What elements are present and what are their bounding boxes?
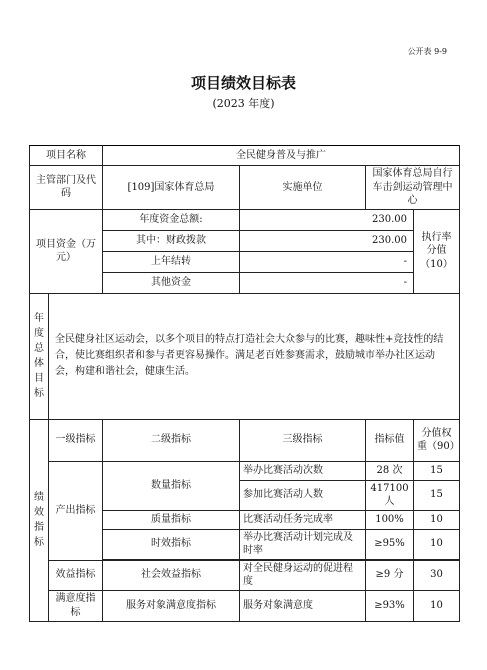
sat-weight: 10 bbox=[414, 590, 460, 621]
year-subtitle: (2023 年度) bbox=[212, 97, 275, 110]
table-row bbox=[30, 590, 460, 621]
header-value: 指标值 bbox=[366, 419, 414, 461]
benefit-label: 效益指标 bbox=[49, 560, 103, 590]
output-label: 产出指标 bbox=[49, 461, 103, 560]
quantity-label: 数量指标 bbox=[103, 461, 240, 510]
project-name-row bbox=[30, 146, 460, 166]
page-title: 项目绩效目标表 bbox=[190, 74, 296, 92]
exec-rate-label: 执行率分值（10） bbox=[414, 209, 460, 293]
q1-value: 28 次 bbox=[366, 461, 414, 480]
social-label: 社会效益指标 bbox=[103, 560, 240, 590]
header-weight: 分值权重（90） bbox=[414, 419, 460, 461]
funds-label: 项目资金（万元） bbox=[30, 209, 103, 293]
dept-value: [109]国家体育总局 bbox=[103, 166, 240, 210]
header-l3: 三级指标 bbox=[240, 419, 366, 461]
header-l2: 二级指标 bbox=[103, 419, 240, 461]
q2-name: 参加比赛活动人数 bbox=[240, 480, 366, 510]
goal-row bbox=[30, 293, 460, 419]
project-name-value: 全民健身普及与推广 bbox=[103, 146, 460, 166]
s-name: 对全民健身运动的促进程度 bbox=[240, 560, 366, 590]
table-row bbox=[30, 560, 460, 590]
quality-label: 质量指标 bbox=[103, 510, 240, 529]
sat-name: 服务对象满意度 bbox=[240, 590, 366, 621]
q1-name: 举办比赛活动次数 bbox=[240, 461, 366, 480]
funds-total-row bbox=[30, 209, 460, 230]
impl-label: 实施单位 bbox=[240, 166, 366, 210]
q2-weight: 15 bbox=[414, 480, 460, 510]
ql-value: 100% bbox=[366, 510, 414, 529]
funds-total-value: 230.00 bbox=[240, 209, 414, 230]
t-weight: 10 bbox=[414, 529, 460, 559]
project-name-label: 项目名称 bbox=[30, 146, 103, 166]
impl-value: 国家体育总局自行车击剑运动管理中心 bbox=[366, 166, 460, 210]
ql-name: 比赛活动任务完成率 bbox=[240, 510, 366, 529]
s-value: ≥9 分 bbox=[366, 560, 414, 590]
t-value: ≥95% bbox=[366, 529, 414, 559]
perf-header-row bbox=[30, 419, 460, 461]
header-l1: 一级指标 bbox=[49, 419, 103, 461]
sat-value: ≥93% bbox=[366, 590, 414, 621]
q1-weight: 15 bbox=[414, 461, 460, 480]
funds-total-label: 年度资金总额: bbox=[103, 209, 240, 230]
time-label: 时效指标 bbox=[103, 529, 240, 559]
goal-text: 全民健身社区运动会，以多个项目的特点打造社会大众参与的比赛，趣味性+竞技性的结合，使比赛组织者和参与者更容易操作。满足老百姓参赛需求，鼓励城市举办社区运动会，构建和谐社会，健康生活。 bbox=[49, 293, 460, 419]
goal-label: 年度总体目标 bbox=[30, 293, 49, 419]
ql-weight: 10 bbox=[414, 510, 460, 529]
funds-fiscal-label: 其中：财政拨款 bbox=[103, 230, 240, 251]
perf-label: 绩效指标 bbox=[30, 419, 49, 621]
satis-label: 满意度指标 bbox=[49, 590, 103, 621]
funds-carry-label: 上年结转 bbox=[103, 251, 240, 272]
performance-table bbox=[29, 145, 460, 622]
form-code: 公开表 9-9 bbox=[407, 47, 447, 56]
funds-other-value: - bbox=[240, 272, 414, 293]
satis-l2: 服务对象满意度指标 bbox=[103, 590, 240, 621]
dept-row bbox=[30, 166, 460, 210]
t-name: 举办比赛活动计划完成及时率 bbox=[240, 529, 366, 559]
s-weight: 30 bbox=[414, 560, 460, 590]
dept-label: 主管部门及代码 bbox=[30, 166, 103, 210]
q2-value: 417100 人 bbox=[366, 480, 414, 510]
table-row bbox=[30, 461, 460, 480]
funds-carry-value: - bbox=[240, 251, 414, 272]
funds-other-label: 其他资金 bbox=[103, 272, 240, 293]
funds-fiscal-value: 230.00 bbox=[240, 230, 414, 251]
